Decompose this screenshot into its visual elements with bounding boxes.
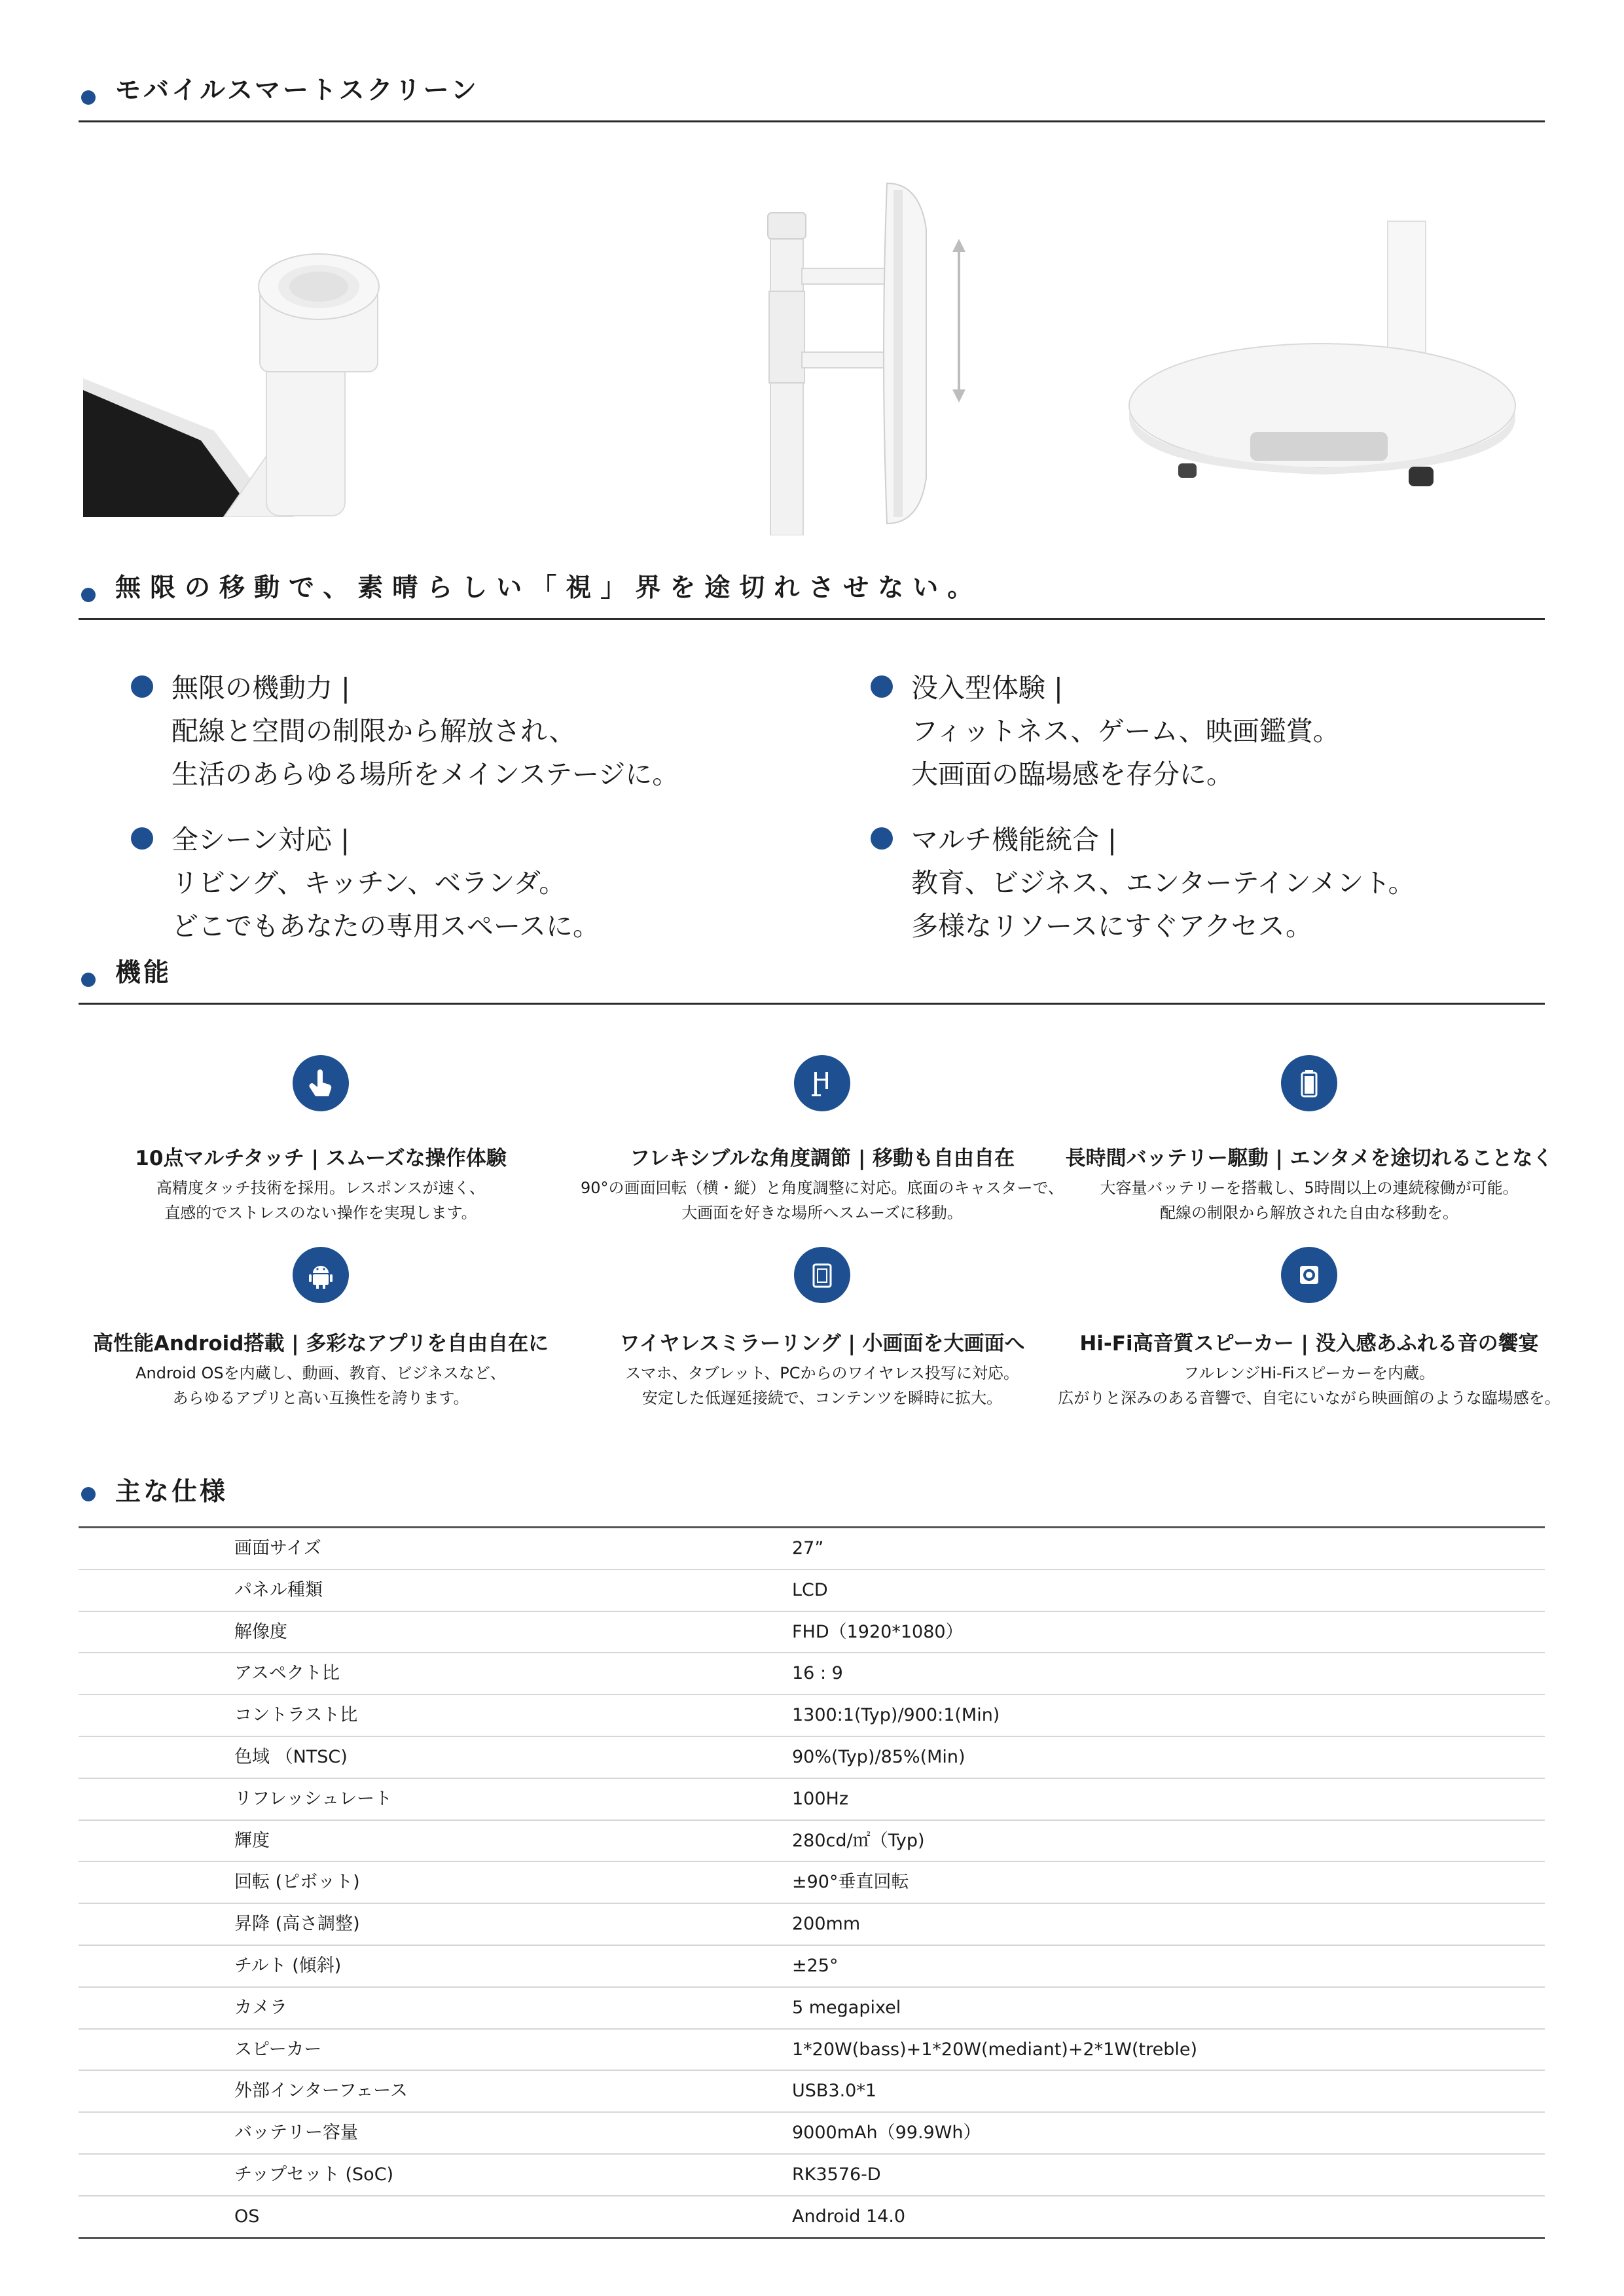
spec-table bbox=[79, 1526, 1545, 2239]
spec-key: リフレッシュレート bbox=[234, 1788, 393, 1809]
spec-value: USB3.0*1 bbox=[792, 2081, 877, 2102]
benefit-line: 生活のあらゆる場所をメインステージに。 bbox=[171, 759, 679, 790]
stand-adjust-icon bbox=[794, 1055, 850, 1111]
spec-value: FHD（1920*1080） bbox=[792, 1621, 964, 1642]
bullet-dot bbox=[81, 1487, 96, 1501]
feature-line: 直感的でストレスのない操作を実現します。 bbox=[164, 1204, 477, 1222]
spec-key: バッテリー容量 bbox=[234, 2123, 358, 2144]
table-row bbox=[79, 2071, 1545, 2113]
table-row bbox=[79, 1570, 1545, 1612]
benefit-line: 大画面の臨場感を存分に。 bbox=[911, 759, 1233, 790]
bullet-dot bbox=[131, 675, 153, 698]
spec-value: 1*20W(bass)+1*20W(mediant)+2*1W(treble) bbox=[792, 2039, 1198, 2060]
spec-value: ±25° bbox=[792, 1955, 839, 1976]
feature-description bbox=[59, 1175, 583, 1225]
table-row bbox=[79, 1612, 1545, 1654]
bullet-dot bbox=[81, 588, 96, 602]
spec-key: アスペクト比 bbox=[234, 1663, 340, 1684]
benefit-line: 配線と空間の制限から解放され、 bbox=[171, 715, 576, 747]
feature-line: 大容量バッテリーを搭載し、5時間以上の連続稼働が可能。 bbox=[1100, 1179, 1519, 1197]
table-row bbox=[79, 2155, 1545, 2197]
section-header-product bbox=[79, 75, 1545, 122]
table-row bbox=[79, 1695, 1545, 1737]
feature-line: フルレンジHi-Fiスピーカーを内蔵。 bbox=[1183, 1364, 1435, 1382]
table-row bbox=[79, 1862, 1545, 1904]
spec-key: OS bbox=[234, 2206, 260, 2227]
spec-value: 280cd/㎡（Typ) bbox=[792, 1830, 925, 1851]
android-icon bbox=[293, 1247, 349, 1303]
feature-title: 長時間バッテリー駆動 | エンタメを途切れることなく bbox=[1065, 1147, 1553, 1170]
table-row bbox=[79, 1737, 1545, 1779]
spec-key: 色域 （NTSC) bbox=[234, 1746, 348, 1767]
mirroring-icon bbox=[794, 1247, 850, 1303]
product-photo-camera bbox=[83, 182, 450, 517]
benefit-line: フィットネス、ゲーム、映画鑑賞。 bbox=[911, 715, 1340, 747]
spec-key: チルト (傾斜) bbox=[234, 1955, 342, 1976]
feature-description bbox=[1047, 1175, 1571, 1225]
table-row bbox=[79, 2113, 1545, 2155]
benefit-line: 多様なリソースにすぐアクセス。 bbox=[911, 910, 1312, 942]
section-title: 無限の移動で、素晴らしい「視」界を途切れさせない。 bbox=[115, 573, 983, 603]
spec-value: LCD bbox=[792, 1579, 828, 1600]
spec-key: パネル種類 bbox=[234, 1579, 323, 1600]
section-header-tagline bbox=[79, 572, 1545, 620]
table-row bbox=[79, 1988, 1545, 2030]
feature-title: ワイヤレスミラーリング | 小画面を大画面へ bbox=[619, 1332, 1025, 1355]
table-row bbox=[79, 1946, 1545, 1988]
benefit-title: 無限の機動力 | bbox=[171, 672, 350, 704]
table-row bbox=[79, 1526, 1545, 1570]
spec-key: 画面サイズ bbox=[234, 1538, 321, 1558]
table-row bbox=[79, 1821, 1545, 1863]
feature-title: フレキシブルな角度調節 | 移動も自由自在 bbox=[629, 1147, 1015, 1170]
table-row bbox=[79, 1904, 1545, 1946]
section-title: モバイルスマートスクリーン bbox=[115, 76, 479, 105]
feature-description bbox=[59, 1361, 583, 1410]
feature-line: 配線の制限から解放された自由な移動を。 bbox=[1160, 1204, 1458, 1222]
bullet-dot bbox=[871, 827, 893, 850]
feature-title: 高性能Android搭載 | 多彩なアプリを自由自在に bbox=[92, 1332, 549, 1355]
feature-description bbox=[560, 1175, 1084, 1225]
speaker-icon bbox=[1281, 1247, 1337, 1303]
benefit-line: リビング、キッチン、ベランダ。 bbox=[171, 867, 566, 899]
section-header-functions bbox=[79, 957, 1545, 1005]
feature-line: 広がりと深みのある音響で、自宅にいながら映画館のような臨場感を。 bbox=[1058, 1389, 1561, 1407]
feature-line: Android OSを内蔵し、動画、教育、ビジネスなど、 bbox=[135, 1364, 506, 1382]
spec-value: ±90°垂直回転 bbox=[792, 1872, 909, 1893]
spec-key: 外部インターフェース bbox=[234, 2081, 408, 2102]
table-row bbox=[79, 2030, 1545, 2072]
feature-description bbox=[1047, 1361, 1571, 1410]
feature-line: 大画面を好きな場所へスムーズに移動。 bbox=[681, 1204, 963, 1222]
table-row bbox=[79, 1653, 1545, 1695]
feature-description bbox=[560, 1361, 1084, 1410]
spec-key: 輝度 bbox=[234, 1830, 270, 1851]
bullet-dot bbox=[81, 90, 96, 105]
bullet-dot bbox=[871, 675, 893, 698]
benefit-title: マルチ機能統合 | bbox=[911, 824, 1117, 855]
feature-line: 安定した低遅延接続で、コンテンツを瞬時に拡大。 bbox=[641, 1389, 1003, 1407]
spec-value: 100Hz bbox=[792, 1788, 849, 1809]
benefit-line: 教育、ビジネス、エンターテインメント。 bbox=[911, 867, 1415, 899]
bullet-dot bbox=[131, 827, 153, 850]
touch-icon bbox=[293, 1055, 349, 1111]
spec-value: 1300:1(Typ)/900:1(Min) bbox=[792, 1705, 1000, 1726]
product-photo-base bbox=[1113, 209, 1519, 494]
spec-value: RK3576-D bbox=[792, 2164, 881, 2185]
bullet-dot bbox=[81, 973, 96, 987]
spec-key: 解像度 bbox=[234, 1621, 287, 1642]
spec-key: チップセット (SoC) bbox=[234, 2164, 394, 2185]
benefit-title: 全シーン対応 | bbox=[171, 824, 350, 855]
feature-title: Hi-Fi高音質スピーカー | 没入感あふれる音の饗宴 bbox=[1079, 1332, 1539, 1355]
spec-key: 昇降 (高さ調整) bbox=[234, 1914, 360, 1935]
table-row bbox=[79, 1779, 1545, 1821]
spec-value: Android 14.0 bbox=[792, 2206, 906, 2227]
spec-key: 回転 (ピボット) bbox=[234, 1872, 360, 1893]
battery-icon bbox=[1281, 1055, 1337, 1111]
section-title: 主な仕様 bbox=[115, 1477, 228, 1507]
spec-key: コントラスト比 bbox=[234, 1705, 358, 1726]
feature-line: 高精度タッチ技術を採用。レスポンスが速く、 bbox=[156, 1179, 486, 1197]
spec-value: 27” bbox=[792, 1538, 824, 1558]
feature-title: 10点マルチタッチ | スムーズな操作体験 bbox=[135, 1147, 507, 1170]
section-title: 機能 bbox=[115, 958, 172, 988]
feature-line: 90°の画面回転（横・縦）と角度調整に対応。底面のキャスターで、 bbox=[580, 1179, 1064, 1197]
spec-key: スピーカー bbox=[234, 2039, 322, 2060]
product-photo-side bbox=[730, 177, 979, 535]
spec-value: 5 megapixel bbox=[792, 1997, 901, 2018]
spec-value: 9000mAh（99.9Wh） bbox=[792, 2123, 981, 2144]
feature-line: あらゆるアプリと高い互換性を誇ります。 bbox=[172, 1389, 469, 1407]
benefit-line: どこでもあなたの専用スペースに。 bbox=[171, 910, 600, 942]
table-row bbox=[79, 2197, 1545, 2239]
spec-value: 200mm bbox=[792, 1914, 861, 1935]
section-header-specs bbox=[79, 1473, 1545, 1512]
spec-value: 90%(Typ)/85%(Min) bbox=[792, 1746, 965, 1767]
feature-line: スマホ、タブレット、PCからのワイヤレス投写に対応。 bbox=[625, 1364, 1019, 1382]
benefit-title: 没入型体験 | bbox=[911, 672, 1063, 704]
spec-value: 16 : 9 bbox=[792, 1663, 843, 1684]
spec-key: カメラ bbox=[234, 1997, 287, 2018]
